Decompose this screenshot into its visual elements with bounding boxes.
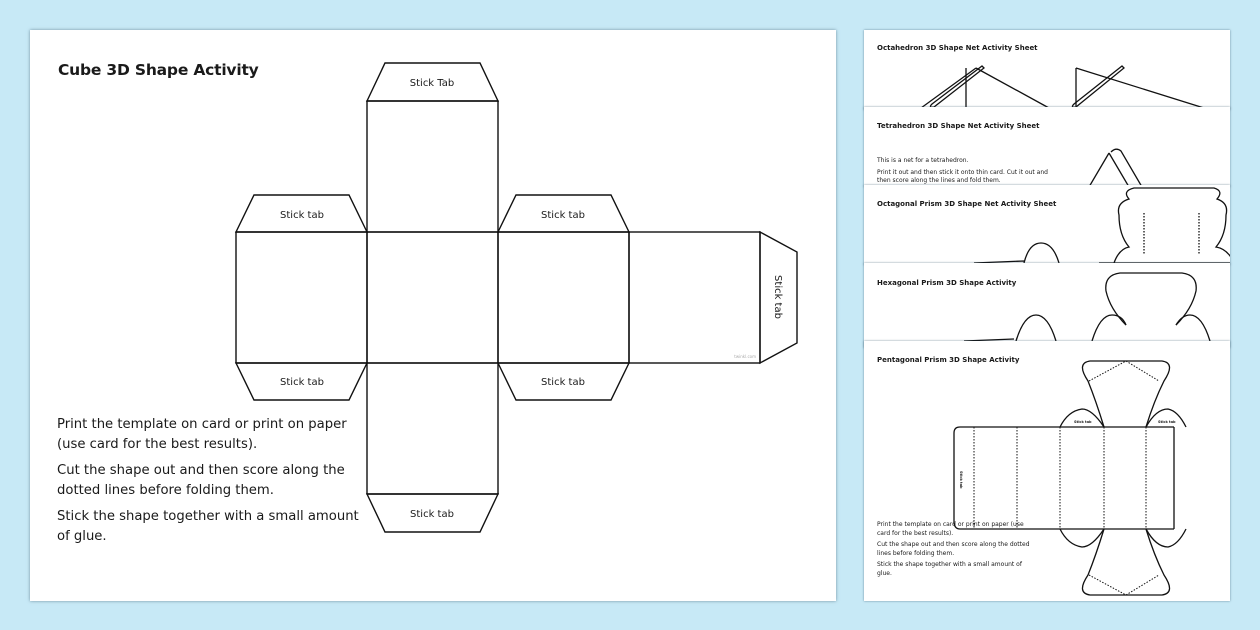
instructions bbox=[57, 415, 367, 553]
thumbnail-title: Octahedron 3D Shape Net Activity Sheet bbox=[877, 44, 1038, 52]
instruction-step: Print the template on card or print on paper (use card for the best results). bbox=[57, 417, 347, 452]
thumbnail-octagonal-prism[interactable] bbox=[864, 185, 1230, 265]
thumbnail-instruction-step: Print the template on card or print on paper (use card for the best results). bbox=[877, 521, 1024, 537]
mini-tab-label: Stick tab bbox=[1074, 420, 1092, 424]
thumbnail-hexagonal-prism[interactable] bbox=[864, 263, 1230, 348]
thumbnail-title: Octagonal Prism 3D Shape Net Activity Sheet bbox=[877, 200, 1057, 208]
lower-right-tab-label: Stick tab bbox=[541, 377, 585, 388]
upper-right-tab-label: Stick tab bbox=[541, 210, 585, 221]
thumbnail-text-line: Print it out and then stick it onto thin card. Cut it out and then score along the lines and fold them. bbox=[877, 168, 1048, 184]
thumbnail-instructions bbox=[877, 521, 1037, 581]
cube-activity-sheet bbox=[30, 30, 836, 601]
octahedron-net-preview bbox=[864, 30, 1230, 110]
thumbnail-instruction-step: Stick the shape together with a small amount of glue. bbox=[877, 561, 1022, 577]
instruction-step: Cut the shape out and then score along the dotted lines before folding them. bbox=[57, 463, 345, 498]
octagonal-prism-net-preview bbox=[864, 185, 1230, 265]
thumbnail-title: Tetrahedron 3D Shape Net Activity Sheet bbox=[877, 122, 1040, 130]
instruction-step: Stick the shape together with a small amount of glue. bbox=[57, 509, 359, 544]
thumbnail-text-line: This is a net for a tetrahedron. bbox=[877, 157, 969, 164]
hexagonal-prism-net-preview bbox=[864, 263, 1230, 348]
watermark: twinkl.com bbox=[734, 354, 756, 359]
mini-tab-label: Stick tab bbox=[1158, 420, 1176, 424]
lower-left-tab-label: Stick tab bbox=[280, 377, 324, 388]
thumbnail-title: Pentagonal Prism 3D Shape Activity bbox=[877, 356, 1020, 364]
thumbnail-tetrahedron[interactable] bbox=[864, 107, 1230, 187]
bottom-tab-label: Stick tab bbox=[410, 509, 454, 520]
thumbnail-title: Hexagonal Prism 3D Shape Activity bbox=[877, 279, 1017, 287]
thumbnail-octahedron[interactable] bbox=[864, 30, 1230, 110]
mini-tab-label: Stick tab bbox=[959, 471, 963, 489]
tetrahedron-net-preview bbox=[864, 107, 1230, 187]
thumbnail-instruction-step: Cut the shape out and then score along the dotted lines before folding them. bbox=[877, 541, 1030, 557]
sheet-title: Cube 3D Shape Activity bbox=[58, 61, 259, 79]
thumbnail-pentagonal-prism[interactable] bbox=[864, 341, 1230, 601]
top-tab-label: Stick Tab bbox=[409, 78, 455, 89]
upper-left-tab-label: Stick tab bbox=[280, 210, 324, 221]
side-tab-label: Stick tab bbox=[772, 275, 783, 319]
